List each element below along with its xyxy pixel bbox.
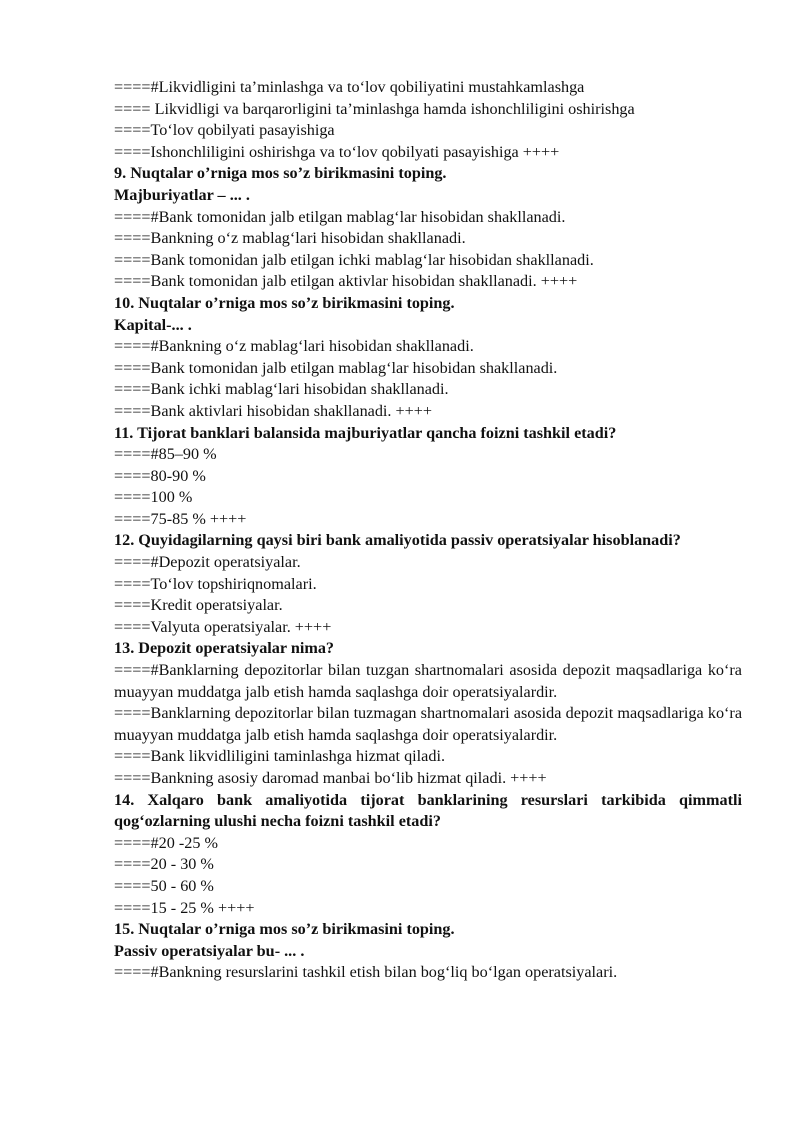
answer-option: ====Bankning o‘z mablag‘lari hisobidan shakllanadi. (114, 229, 466, 248)
answer-option: ====Bank ichki mablag‘lari hisobidan shakllanadi. (114, 380, 449, 399)
answer-option: ====Ishonchliligini oshirishga va to‘lov qobilyati pasayishiga ++++ (114, 142, 560, 161)
answer-option: ====Bank tomonidan jalb etilgan aktivlar hisobidan shakllanadi. ++++ (114, 272, 578, 291)
answer-option: ====Bank tomonidan jalb etilgan mablag‘lar hisobidan shakllanadi. (114, 358, 558, 377)
question-9-prompt: Majburiyatlar – ... . (114, 185, 250, 204)
answer-option: ====#Bankning o‘z mablag‘lari hisobidan shakllanadi. (114, 337, 474, 356)
answer-option: ====100 % (114, 488, 193, 507)
question-15-prompt: Passiv operatsiyalar bu- ... . (114, 941, 305, 960)
answer-option: ====To‘lov qobilyati pasayishiga (114, 121, 335, 140)
question-13-title: 13. Depozit operatsiyalar nima? (114, 639, 335, 658)
answer-option: ====75-85 % ++++ (114, 509, 247, 528)
answer-option: ====#Banklarning depozitorlar bilan tuzgan shartnomalari asosida depozit maqsadlariga ko‘ra muayyan muddatga jalb etish hamda saqlashga doir operatsiyalardir. (114, 661, 742, 701)
answer-option: ====20 - 30 % (114, 855, 214, 874)
answer-option: ====Valyuta operatsiyalar. ++++ (114, 617, 332, 636)
question-10-prompt: Kapital-... . (114, 315, 192, 334)
answer-option: ====15 - 25 % ++++ (114, 898, 255, 917)
answer-option: ====#Likvidligini ta’minlashga va to‘lov qobiliyatini mustahkamlashga (114, 78, 585, 96)
answer-option: ====Bank tomonidan jalb etilgan ichki mablag‘lar hisobidan shakllanadi. (114, 250, 594, 269)
document-page (114, 77, 742, 984)
answer-option: ====50 - 60 % (114, 876, 214, 895)
answer-option: ====80-90 % (114, 466, 206, 485)
answer-option: ====Kredit operatsiyalar. (114, 596, 283, 615)
question-12-title: 12. Quyidagilarning qaysi biri bank amaliyotida passiv operatsiyalar hisoblanadi? (114, 531, 681, 550)
answer-option: ====#Bank tomonidan jalb etilgan mablag‘lar hisobidan shakllanadi. (114, 207, 566, 226)
question-14-title: 14. Xalqaro bank amaliyotida tijorat banklarining resurslari tarkibida qimmatli qog‘ozlarning ulushi necha foizni tashkil etadi? (114, 790, 742, 831)
answer-option: ====To‘lov topshiriqnomalari. (114, 574, 317, 593)
question-10-title: 10. Nuqtalar o’rniga mos so’z birikmasini toping. (114, 293, 455, 312)
answer-option: ====Bank likvidliligini taminlashga hizmat qiladi. (114, 747, 445, 766)
answer-option: ====Banklarning depozitorlar bilan tuzmagan shartnomalari asosida depozit maqsadlariga ko‘ra muayyan muddatga jalb etish hamda saqlashga doir operatsiyalardir. (114, 704, 742, 744)
question-15-title: 15. Nuqtalar o’rniga mos so’z birikmasini toping. (114, 920, 455, 939)
answer-option: ==== Likvidligi va barqarorligini ta’minlashga hamda ishonchliligini oshirishga (114, 99, 635, 118)
answer-option: ====Bank aktivlari hisobidan shakllanadi. ++++ (114, 401, 433, 420)
question-9-title: 9. Nuqtalar o’rniga mos so’z birikmasini toping. (114, 164, 447, 183)
question-11-title: 11. Tijorat banklari balansida majburiyatlar qancha foizni tashkil etadi? (114, 423, 617, 442)
answer-option: ====#85–90 % (114, 445, 217, 464)
answer-option: ====#Depozit operatsiyalar. (114, 553, 301, 572)
answer-option: ====#Bankning resurslarini tashkil etish bilan bog‘liq bo‘lgan operatsiyalari. (114, 963, 618, 982)
answer-option: ====#20 -25 % (114, 833, 218, 852)
answer-option: ====Bankning asosiy daromad manbai bo‘lib hizmat qiladi. ++++ (114, 769, 547, 787)
